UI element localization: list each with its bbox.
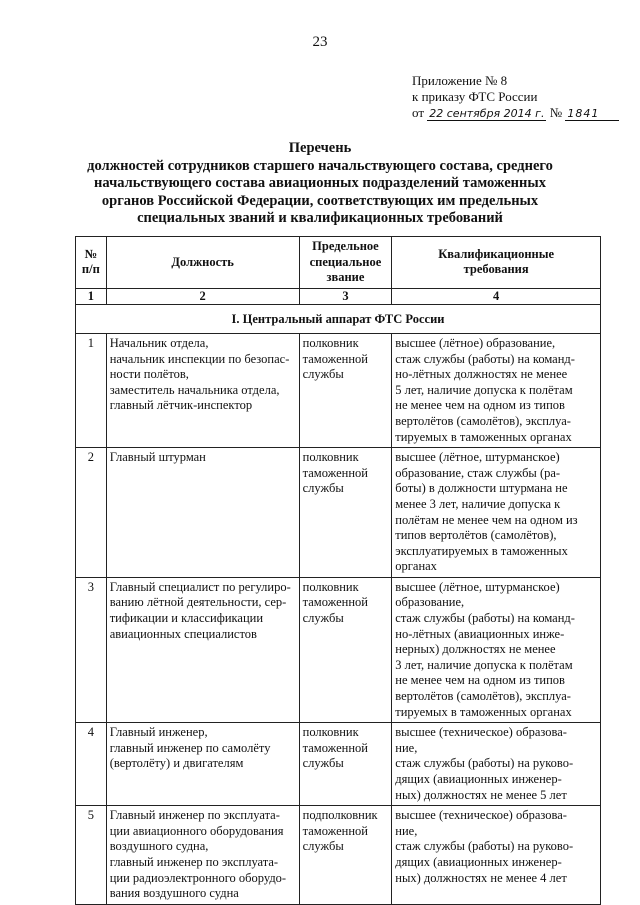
requirements-cell <box>392 333 601 447</box>
handwritten-date: 22 сентября 2014 г. <box>429 107 545 120</box>
header-number <box>76 237 107 289</box>
requirements-line: тируемых в таможенных органах <box>395 704 572 719</box>
rank-line: таможенной <box>302 595 368 610</box>
requirements-line: высшее (техническое) образова- <box>395 725 567 740</box>
header-rank <box>299 237 392 289</box>
table-row <box>76 577 601 722</box>
date-prefix: от <box>412 105 425 120</box>
position-line: ции радиоэлектронного оборудо- <box>109 870 287 885</box>
requirements-line: полётам не менее чем на одном из <box>395 512 578 527</box>
position-line: ции авиационного оборудования <box>109 823 284 838</box>
requirements-cell <box>392 723 601 806</box>
requirements-line: стаж службы (работы) на руково- <box>395 756 574 771</box>
row-number: 3 <box>76 577 107 722</box>
requirements-line: но-лётных (авиационных инже- <box>395 626 565 641</box>
position-line: тификации и классификации <box>109 611 264 626</box>
header-line: п/п <box>81 262 100 277</box>
rank-line: таможенной <box>302 740 368 755</box>
page-number: 23 <box>312 34 328 50</box>
position-line: ванию лётной деятельности, сер- <box>109 595 287 610</box>
header-line: Квалификационные <box>438 246 555 261</box>
requirements-line: нерных) должностях не менее <box>395 642 556 657</box>
requirements-line: стаж службы (работы) на команд- <box>395 351 575 366</box>
position-line: (вертолёту) и двигателям <box>109 756 244 771</box>
row-number: 4 <box>76 723 107 806</box>
appendix-date-line <box>412 105 619 122</box>
position-line: авиационных специалистов <box>109 626 257 641</box>
rank-cell <box>299 577 392 722</box>
rank-line: службы <box>302 839 344 854</box>
requirements-line: ние, <box>395 740 418 755</box>
requirements-line: ных) должностях не менее 5 лет <box>395 787 567 802</box>
position-line: главный лётчик-инспектор <box>109 398 253 413</box>
table-row <box>76 448 601 578</box>
requirements-line: стаж службы (работы) на руково- <box>395 839 574 854</box>
position-cell <box>106 806 299 905</box>
header-line: специальное <box>309 254 382 269</box>
table-row <box>76 723 601 806</box>
rank-line: службы <box>302 367 344 382</box>
requirements-line: не менее чем на одном из типов <box>395 398 565 413</box>
requirements-line: тируемых в таможенных органах <box>395 429 572 444</box>
requirements-line: высшее (лётное, штурманское) <box>395 450 560 465</box>
table-row <box>76 333 601 447</box>
column-numbers-row <box>76 288 601 305</box>
position-line: вания воздушного судна <box>109 886 239 901</box>
rank-line: таможенной <box>302 465 368 480</box>
handwritten-number: 1841 <box>565 107 619 121</box>
position-line: воздушного судна, <box>109 839 209 854</box>
requirements-line: дящих (авиационных инженер- <box>395 772 562 786</box>
header-line: Предельное <box>312 239 379 253</box>
rank-cell <box>299 448 392 578</box>
section-title: I. Центральный аппарат ФТС России <box>76 305 601 334</box>
requirements-line: образование, <box>395 595 465 610</box>
position-line: главный инженер по эксплуата- <box>109 854 279 869</box>
section-row <box>76 305 601 334</box>
position-line: начальник инспекции по безопас- <box>109 351 290 366</box>
requirements-line: дящих (авиационных инженер- <box>395 854 562 869</box>
position-cell <box>106 448 299 578</box>
requirements-line: ных) должностях не менее 4 лет <box>395 870 567 885</box>
title-line: Перечень <box>288 140 352 156</box>
position-line: Главный штурман <box>109 450 206 465</box>
title-line: специальных званий и квалификационных требований <box>137 210 503 226</box>
requirements-cell <box>392 448 601 578</box>
header-position: Должность <box>106 237 299 289</box>
table-header-row <box>76 237 601 289</box>
title-line: начальствующего состава авиационных подразделений таможенных <box>94 175 546 191</box>
rank-line: полковник <box>302 335 359 350</box>
document-title <box>0 140 640 228</box>
rank-line: подполковник <box>302 808 378 823</box>
requirements-line: образование, стаж службы (ра- <box>395 465 561 480</box>
position-line: заместитель начальника отдела, <box>109 382 280 397</box>
requirements-line: боты) в должности штурмана не <box>395 481 568 496</box>
column-number: 4 <box>392 288 601 305</box>
rank-cell <box>299 723 392 806</box>
requirements-line: высшее (лётное) образование, <box>395 335 556 350</box>
requirements-line: эксплуатируемых в таможенных <box>395 543 568 558</box>
requirements-line: ние, <box>395 823 418 838</box>
position-line: ности полётов, <box>109 367 189 382</box>
requirements-line: вертолётов (самолётов), эксплуа- <box>395 689 571 704</box>
column-number: 1 <box>76 288 107 305</box>
requirements-line: 3 лет, наличие допуска к полётам <box>395 657 573 672</box>
rank-line: полковник <box>302 725 359 740</box>
column-number: 3 <box>299 288 392 305</box>
rank-line: службы <box>302 611 344 626</box>
appendix-order: к приказу ФТС России <box>412 89 538 104</box>
requirements-line: стаж службы (работы) на команд- <box>395 611 575 626</box>
number-prefix: № <box>549 105 563 120</box>
position-cell <box>106 333 299 447</box>
requirements-line: 5 лет, наличие допуска к полётам <box>395 382 573 397</box>
position-line: Главный специалист по регулиро- <box>109 579 291 594</box>
row-number: 2 <box>76 448 107 578</box>
position-line: главный инженер по самолёту <box>109 740 271 755</box>
position-cell <box>106 577 299 722</box>
requirements-cell <box>392 577 601 722</box>
requirements-cell <box>392 806 601 905</box>
requirements-line: менее 3 лет, наличие допуска к <box>395 496 561 511</box>
rank-line: таможенной <box>302 823 368 838</box>
column-number: 2 <box>106 288 299 305</box>
title-line: должностей сотрудников старшего начальствующего состава, среднего <box>87 157 553 174</box>
header-requirements <box>392 237 601 289</box>
requirements-line: высшее (лётное, штурманское) <box>395 579 560 594</box>
requirements-line: вертолётов (самолётов), эксплуа- <box>395 413 571 428</box>
positions-table <box>75 236 601 905</box>
rank-line: службы <box>302 756 344 771</box>
requirements-line: высшее (техническое) образова- <box>395 808 567 823</box>
row-number: 5 <box>76 806 107 905</box>
position-cell <box>106 723 299 806</box>
requirements-line: не менее чем на одном из типов <box>395 673 565 688</box>
rank-cell <box>299 806 392 905</box>
requirements-line: но-лётных должностях не менее <box>395 367 568 382</box>
title-line: органов Российской Федерации, соответствующих им предельных <box>101 192 539 209</box>
header-line: требования <box>463 262 529 277</box>
position-line: Главный инженер по эксплуата- <box>109 808 280 823</box>
appendix-title: Приложение № 8 <box>412 73 508 88</box>
position-line: Начальник отдела, <box>109 335 209 350</box>
header-line: звание <box>326 270 365 285</box>
requirements-line: органах <box>395 559 437 574</box>
header-line: № <box>84 246 98 261</box>
appendix-block <box>412 73 619 122</box>
rank-line: таможенной <box>302 351 368 366</box>
rank-line: полковник <box>302 450 359 465</box>
table-row <box>76 806 601 905</box>
row-number: 1 <box>76 333 107 447</box>
position-line: Главный инженер, <box>109 725 208 740</box>
rank-line: полковник <box>302 579 359 594</box>
requirements-line: типов вертолётов (самолётов), <box>395 528 557 543</box>
rank-line: службы <box>302 481 344 496</box>
rank-cell <box>299 333 392 447</box>
